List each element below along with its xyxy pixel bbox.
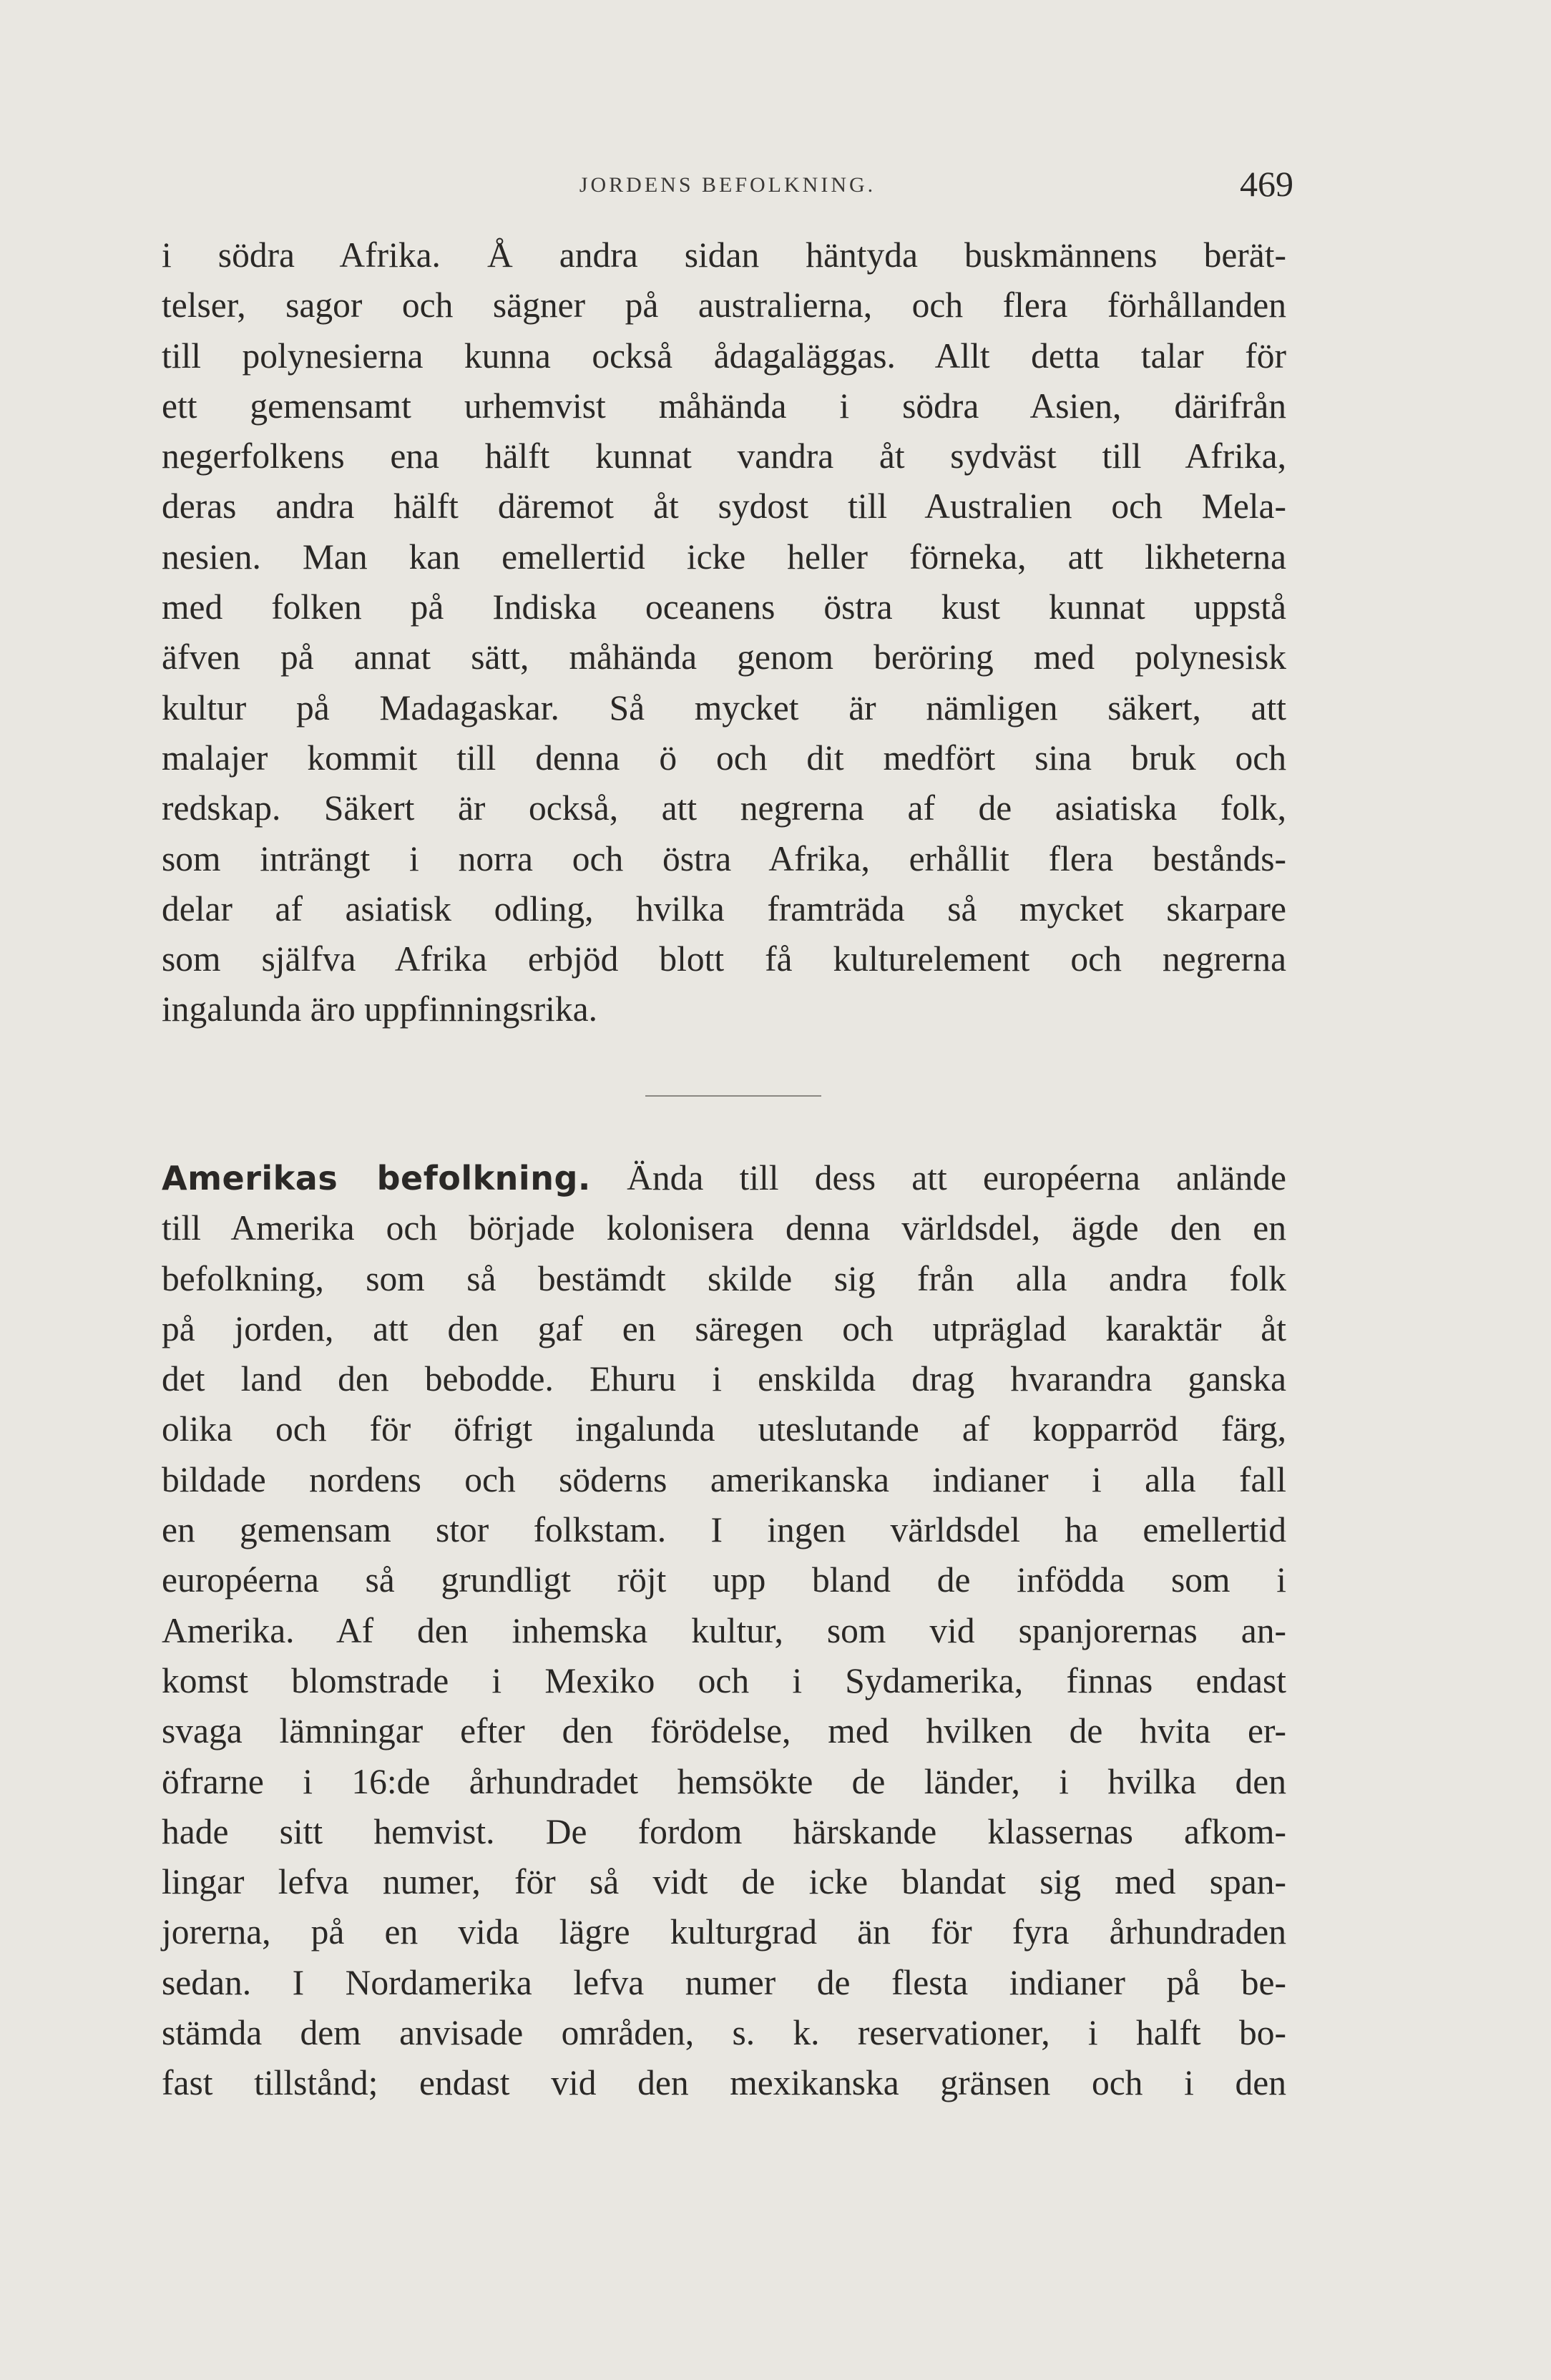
text-line: Amerika. Af den inhemska kultur, som vid spanjorernas an- (162, 1610, 1286, 1650)
text-line: i södra Afrika. Å andra sidan häntyda buskmännens berät- (162, 235, 1286, 275)
text-line: på jorden, att den gaf en säregen och utpräglad karaktär åt (162, 1308, 1286, 1348)
text-line: som inträngt i norra och östra Afrika, erhållit flera bestånds- (162, 838, 1286, 878)
text-line: ett gemensamt urhemvist måhända i södra Asien, därifrån (162, 386, 1286, 426)
text-line: komst blomstrade i Mexiko och i Sydamerika, finnas endast (162, 1660, 1286, 1700)
text-line: deras andra hälft däremot åt sydost till Australien och Mela- (162, 486, 1286, 527)
running-title: JORDENS BEFOLKNING. (579, 173, 876, 197)
text-line: nesien. Man kan emellertid icke heller förneka, att likheterna (162, 537, 1286, 577)
text-line: kultur på Madagaskar. Så mycket är nämligen säkert, att (162, 687, 1286, 728)
section-first-line (162, 1153, 1286, 1203)
text-line: hade sitt hemvist. De fordom härskande klassernas afkom- (162, 1811, 1286, 1851)
text-line: stämda dem anvisade områden, s. k. reservationer, i halft bo- (162, 2013, 1286, 2053)
text-line: lingar lefva numer, för så vidt de icke blandat sig med span- (162, 1862, 1286, 1902)
text-line: en gemensam stor folkstam. I ingen världsdel ha emellertid (162, 1510, 1286, 1550)
text-line: befolkning, som så bestämdt skilde sig från alla andra folk (162, 1258, 1286, 1298)
text-line: malajer kommit till denna ö och dit medfört sina bruk och (162, 738, 1286, 778)
section-heading: Amerikas befolkning. (162, 1159, 591, 1198)
section-first-line-text: Ända till dess att européerna anlände (590, 1158, 1286, 1198)
text-line: det land den bebodde. Ehuru i enskilda drag hvarandra ganska (162, 1359, 1286, 1399)
text-line: fast tillstånd; endast vid den mexikanska gränsen och i den (162, 2063, 1286, 2103)
text-line: med folken på Indiska oceanens östra kust kunnat uppstå (162, 587, 1286, 627)
paragraph-africa (162, 230, 1286, 1035)
text-line: äfven på annat sätt, måhända genom beröring med polynesisk (162, 637, 1286, 677)
text-line: jorerna, på en vida lägre kulturgrad än för fyra århundraden (162, 1912, 1286, 1952)
text-line: telser, sagor och sägner på australierna, och flera förhållanden (162, 285, 1286, 325)
page-header (162, 163, 1293, 213)
text-line: ingalunda äro uppfinningsrika. (162, 989, 597, 1029)
section-divider (645, 1095, 821, 1097)
text-line: till Amerika och började kolonisera denna världsdel, ägde den en (162, 1208, 1286, 1248)
text-line: redskap. Säkert är också, att negrerna af de asiatiska folk, (162, 788, 1286, 828)
text-line: svaga lämningar efter den förödelse, med hvilken de hvita er- (162, 1711, 1286, 1751)
text-line: olika och för öfrigt ingalunda uteslutande af kopparröd färg, (162, 1409, 1286, 1449)
text-line: som själfva Afrika erbjöd blott få kulturelement och negrerna (162, 939, 1286, 979)
text-line: européerna så grundligt röjt upp bland de infödda som i (162, 1560, 1286, 1600)
text-line: öfrarne i 16:de århundradet hemsökte de länder, i hvilka den (162, 1761, 1286, 1801)
text-line: negerfolkens ena hälft kunnat vandra åt sydväst till Afrika, (162, 436, 1286, 476)
page-number: 469 (1240, 164, 1293, 204)
section-amerikas-befolkning (162, 1153, 1286, 2109)
text-line: sedan. I Nordamerika lefva numer de flesta indianer på be- (162, 1962, 1286, 2002)
text-line: bildade nordens och söderns amerikanska indianer i alla fall (162, 1459, 1286, 1499)
text-line: delar af asiatisk odling, hvilka framträda så mycket skarpare (162, 888, 1286, 929)
text-line: till polynesierna kunna också ådagaläggas. Allt detta talar för (162, 336, 1286, 376)
